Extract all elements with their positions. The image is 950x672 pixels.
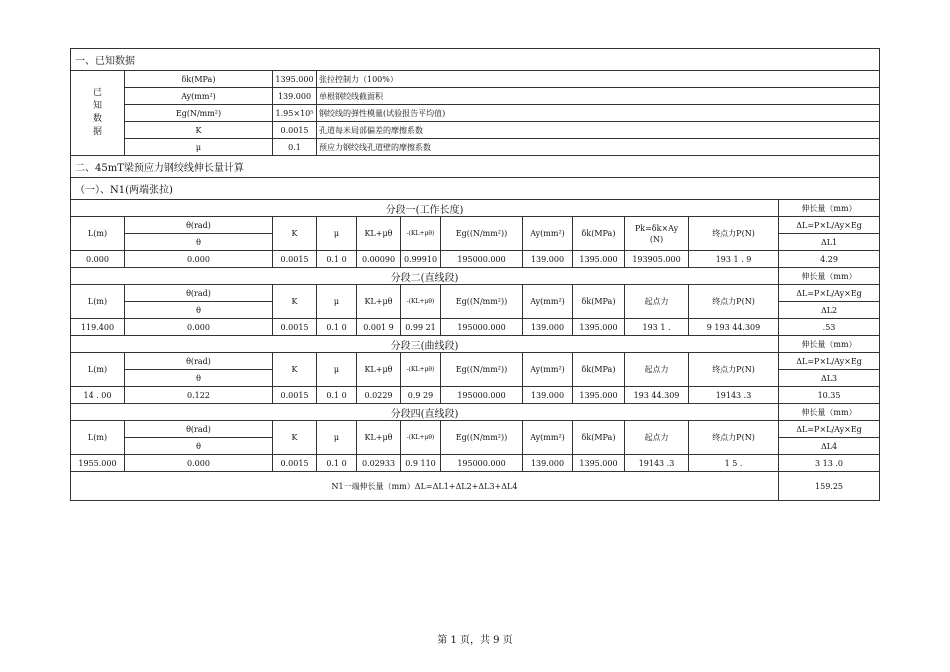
- elongation-formula: ΔL=P×L/Ay×Eg: [779, 217, 880, 234]
- value-L: 119.400: [71, 319, 125, 336]
- header-eg: Eg((N/mm²)): [441, 353, 523, 387]
- header-start-force: 起点力: [625, 285, 689, 319]
- header-eg: Eg((N/mm²)): [441, 421, 523, 455]
- segment-title-row: [71, 336, 880, 353]
- value-ay: 139.000: [523, 387, 573, 404]
- header-end-force: 终点力P(N): [689, 217, 779, 251]
- header-length: L(m): [71, 217, 125, 251]
- value-K: 0.0015: [273, 319, 317, 336]
- value-ay: 139.000: [523, 455, 573, 472]
- value-mu: 0.1 0: [317, 455, 357, 472]
- value-ay: 139.000: [523, 319, 573, 336]
- value-L: 0.000: [71, 251, 125, 268]
- value-K: 0.0015: [273, 455, 317, 472]
- value-K: 0.0015: [273, 387, 317, 404]
- value-dk: 1395.000: [573, 319, 625, 336]
- segment-header-row: [71, 285, 880, 302]
- value-end: 193 1 . 9: [689, 251, 779, 268]
- value-K: 0.0015: [273, 251, 317, 268]
- known-symbol: δk(MPa): [125, 71, 273, 88]
- segment-data-row: [71, 319, 880, 336]
- header-delta-l: ΔL1: [779, 234, 880, 251]
- known-symbol: Ay(mm²): [125, 88, 273, 105]
- segment-data-row: [71, 251, 880, 268]
- section-row: [71, 49, 880, 71]
- known-symbol: Eg(N/mm²): [125, 105, 273, 122]
- value-exp: 0.9 29: [401, 387, 441, 404]
- subsection-title: （一）、N1(两端张拉): [71, 178, 880, 200]
- header-theta-rad: θ(rad): [125, 353, 273, 370]
- value-dk: 1395.000: [573, 455, 625, 472]
- header-delta-l: ΔL4: [779, 438, 880, 455]
- value-eg: 195000.000: [441, 251, 523, 268]
- header-dk: δk(MPa): [573, 421, 625, 455]
- page-footer: 第 1 页，共 9 页: [437, 635, 513, 646]
- value-dl: .53: [779, 319, 880, 336]
- header-kl-mu: KL+μθ: [357, 353, 401, 387]
- header-mu: μ: [317, 421, 357, 455]
- known-row: [71, 71, 880, 88]
- value-dk: 1395.000: [573, 251, 625, 268]
- header-dk: δk(MPa): [573, 353, 625, 387]
- value-dl: 10.35: [779, 387, 880, 404]
- known-description: 孔道每米局部偏差的摩擦系数: [317, 122, 880, 139]
- header-kl-mu: KL+μθ: [357, 421, 401, 455]
- header-length: L(m): [71, 285, 125, 319]
- segment-title-row: [71, 200, 880, 217]
- header-k: K: [273, 353, 317, 387]
- elongation-header: 伸长量（mm）: [779, 200, 880, 217]
- value-dl: 3 13 .0: [779, 455, 880, 472]
- value-klmu: 0.0229: [357, 387, 401, 404]
- header-kl-mu: KL+μθ: [357, 285, 401, 319]
- value-exp: 0.99910: [401, 251, 441, 268]
- header-ay: Ay(mm²): [523, 421, 573, 455]
- header-theta: θ: [125, 370, 273, 387]
- header-ay: Ay(mm²): [523, 353, 573, 387]
- total-value: 159.25: [779, 472, 880, 501]
- known-description: 单根钢绞线截面积: [317, 88, 880, 105]
- value-eg: 195000.000: [441, 319, 523, 336]
- header-k: K: [273, 217, 317, 251]
- value-eg: 195000.000: [441, 455, 523, 472]
- header-kl-mu: KL+μθ: [357, 217, 401, 251]
- known-row: [71, 105, 880, 122]
- header-mu: μ: [317, 353, 357, 387]
- segment-title-row: [71, 404, 880, 421]
- known-symbol: μ: [125, 139, 273, 156]
- segment-title: 分段一(工作长度): [71, 200, 779, 217]
- known-label-char: 数: [92, 114, 102, 124]
- elongation-table: [70, 48, 880, 501]
- value-start: 193 1 .: [625, 319, 689, 336]
- header-k: K: [273, 285, 317, 319]
- known-value: 1.95×10⁵: [273, 105, 317, 122]
- value-end: 1 5 .: [689, 455, 779, 472]
- header-start-force: Pk=δk×Ay (N): [625, 217, 689, 251]
- value-start: 193905.000: [625, 251, 689, 268]
- value-theta: 0.000: [125, 319, 273, 336]
- value-klmu: 0.02933: [357, 455, 401, 472]
- value-klmu: 0.00090: [357, 251, 401, 268]
- header-exponent: -(KL+μθ): [401, 421, 441, 455]
- value-end: 19143 .3: [689, 387, 779, 404]
- value-dk: 1395.000: [573, 387, 625, 404]
- known-value: 139.000: [273, 88, 317, 105]
- calculation-sheet: [70, 48, 879, 501]
- known-row: [71, 122, 880, 139]
- header-theta-rad: θ(rad): [125, 285, 273, 302]
- value-exp: 0.9 110: [401, 455, 441, 472]
- known-value: 0.0015: [273, 122, 317, 139]
- value-end: 9 193 44.309: [689, 319, 779, 336]
- segment-title: 分段三(曲线段): [71, 336, 779, 353]
- segment-title-row: [71, 268, 880, 285]
- known-symbol: K: [125, 122, 273, 139]
- header-mu: μ: [317, 217, 357, 251]
- known-value: 0.1: [273, 139, 317, 156]
- section-row: [71, 178, 880, 200]
- value-mu: 0.1 0: [317, 319, 357, 336]
- header-end-force: 终点力P(N): [689, 421, 779, 455]
- value-theta: 0.122: [125, 387, 273, 404]
- known-row: [71, 88, 880, 105]
- value-mu: 0.1 0: [317, 251, 357, 268]
- header-theta: θ: [125, 234, 273, 251]
- segment-data-row: [71, 455, 880, 472]
- elongation-header: 伸长量（mm）: [779, 336, 880, 353]
- elongation-formula: ΔL=P×L/Ay×Eg: [779, 285, 880, 302]
- known-label-char: 已: [92, 88, 102, 98]
- segment-header-row: [71, 421, 880, 438]
- header-start-force: 起点力: [625, 353, 689, 387]
- elongation-formula: ΔL=P×L/Ay×Eg: [779, 421, 880, 438]
- section-row: [71, 156, 880, 178]
- value-theta: 0.000: [125, 455, 273, 472]
- value-ay: 139.000: [523, 251, 573, 268]
- known-label-char: 知: [92, 101, 102, 111]
- elongation-formula: ΔL=P×L/Ay×Eg: [779, 353, 880, 370]
- known-description: 张拉控制力（100%）: [317, 71, 880, 88]
- total-label: N1一端伸长量（mm）ΔL=ΔL1+ΔL2+ΔL3+ΔL4: [71, 472, 779, 501]
- header-theta: θ: [125, 302, 273, 319]
- header-dk: δk(MPa): [573, 285, 625, 319]
- header-ay: Ay(mm²): [523, 285, 573, 319]
- header-dk: δk(MPa): [573, 217, 625, 251]
- header-exponent: -(KL+μθ): [401, 217, 441, 251]
- header-length: L(m): [71, 353, 125, 387]
- value-L: 1955.000: [71, 455, 125, 472]
- total-row: [71, 472, 880, 501]
- elongation-header: 伸长量（mm）: [779, 404, 880, 421]
- header-delta-l: ΔL3: [779, 370, 880, 387]
- header-ay: Ay(mm²): [523, 217, 573, 251]
- value-theta: 0.000: [125, 251, 273, 268]
- header-delta-l: ΔL2: [779, 302, 880, 319]
- known-value: 1395.000: [273, 71, 317, 88]
- value-mu: 0.1 0: [317, 387, 357, 404]
- header-theta-rad: θ(rad): [125, 421, 273, 438]
- header-exponent: -(KL+μθ): [401, 353, 441, 387]
- header-eg: Eg((N/mm²)): [441, 285, 523, 319]
- known-description: 预应力钢绞线孔道壁的摩擦系数: [317, 139, 880, 156]
- elongation-header: 伸长量（mm）: [779, 268, 880, 285]
- section-title: 二、45mT梁预应力钢绞线伸长量计算: [71, 156, 880, 178]
- header-k: K: [273, 421, 317, 455]
- section-title: 一、已知数据: [71, 49, 880, 71]
- segment-header-row: [71, 217, 880, 234]
- segment-data-row: [71, 387, 880, 404]
- header-length: L(m): [71, 421, 125, 455]
- header-exponent: -(KL+μθ): [401, 285, 441, 319]
- value-start: 193 44.309: [625, 387, 689, 404]
- value-L: 14 . 00: [71, 387, 125, 404]
- known-row: [71, 139, 880, 156]
- header-theta-rad: θ(rad): [125, 217, 273, 234]
- header-end-force: 终点力P(N): [689, 353, 779, 387]
- header-mu: μ: [317, 285, 357, 319]
- value-klmu: 0.001 9: [357, 319, 401, 336]
- segment-header-row: [71, 353, 880, 370]
- segment-title: 分段四(直线段): [71, 404, 779, 421]
- header-theta: θ: [125, 438, 273, 455]
- value-exp: 0.99 21: [401, 319, 441, 336]
- header-end-force: 终点力P(N): [689, 285, 779, 319]
- value-start: 19143 .3: [625, 455, 689, 472]
- value-dl: 4.29: [779, 251, 880, 268]
- known-description: 钢绞线的弹性模量(试验报告平均值): [317, 105, 880, 122]
- header-eg: Eg((N/mm²)): [441, 217, 523, 251]
- value-eg: 195000.000: [441, 387, 523, 404]
- known-data-label: [71, 71, 125, 156]
- header-start-force: 起点力: [625, 421, 689, 455]
- known-label-char: 据: [92, 127, 102, 137]
- segment-title: 分段二(直线段): [71, 268, 779, 285]
